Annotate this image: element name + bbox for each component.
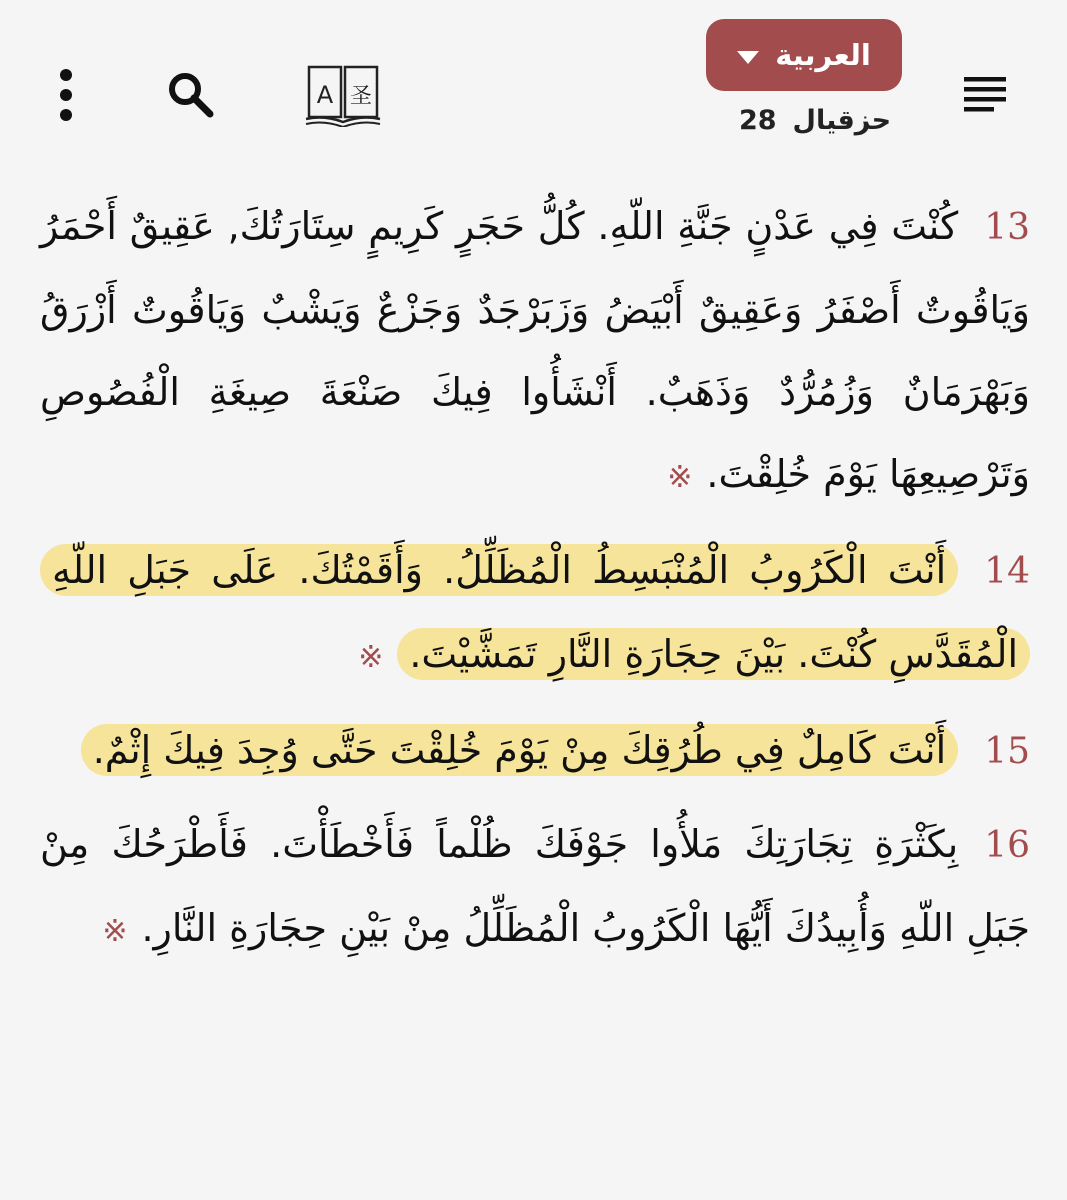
verse-number: 14 (984, 551, 1030, 592)
svg-text:圣: 圣 (349, 84, 373, 109)
cross-reference-icon[interactable]: ※ (667, 460, 693, 495)
app-header (0, 0, 1067, 160)
verse-number: 13 (984, 207, 1030, 248)
chapter-text (40, 185, 1030, 973)
menu-icon (961, 75, 1009, 115)
language-selector[interactable] (706, 19, 902, 91)
parallel-bible-icon (304, 61, 382, 127)
language-label: العربية (775, 38, 871, 72)
menu-button[interactable] (950, 62, 1020, 128)
caret-down-icon (737, 51, 759, 64)
book-name: حزقيال (792, 104, 892, 136)
cross-reference-icon[interactable]: ※ (102, 914, 128, 949)
more-options-button[interactable] (38, 62, 94, 128)
verse-number: 16 (984, 825, 1030, 866)
parallel-translation-button[interactable] (300, 58, 386, 130)
verse[interactable] (40, 803, 1030, 973)
verse-text: بِكَثْرَةِ تِجَارَتِكَ مَلأُوا جَوْفَكَ ظُلْماً فَأَخْطَأْتَ. فَأَطْرَحُكَ مِنْ جَبَلِ اللّهِ وَأُبِيدُكَ أَيُّهَا الْكَرُوبُ الْمُظَلِّلُ مِنْ بَيْنِ حِجَارَةِ النَّارِ. (40, 822, 1030, 950)
search-button[interactable] (156, 62, 226, 128)
verse[interactable] (40, 185, 1030, 519)
svg-text:A: A (316, 81, 334, 109)
verse[interactable] (40, 709, 1030, 793)
book-chapter-selector[interactable] (720, 96, 910, 144)
verse[interactable] (40, 529, 1030, 699)
cross-reference-icon[interactable]: ※ (358, 640, 384, 675)
more-vertical-icon (56, 67, 76, 123)
search-icon (166, 70, 216, 120)
verse-number: 15 (984, 731, 1030, 772)
highlighted-verse-text: أَنْتَ كَامِلٌ فِي طُرُقِكَ مِنْ يَوْمَ خُلِقْتَ حَتَّى وُجِدَ فِيكَ إِثْمٌ. (81, 724, 958, 776)
chapter-number: 28 (738, 104, 777, 136)
verse-text: كُنْتَ فِي عَدْنٍ جَنَّةِ اللّهِ. كُلُّ حَجَرٍ كَرِيمٍ سِتَارَتُكَ, عَقِيقٌ أَحْمَرُ وَيَاقُوتٌ أَصْفَرُ وَعَقِيقٌ أَبْيَضُ وَزَبَرْجَدٌ وَجَزْعٌ وَيَشْبٌ وَيَاقُوتٌ أَزْرَقُ وَبَهْرَمَانٌ وَزُمُرُّدٌ وَذَهَبٌ. أَنْشَأُوا فِيكَ صَنْعَةَ صِيغَةِ الْفُصُوصِ وَتَرْصِيعِهَا يَوْمَ خُلِقْتَ. (40, 204, 1030, 496)
highlighted-verse-text: أَنْتَ الْكَرُوبُ الْمُنْبَسِطُ الْمُظَلِّلُ. وَأَقَمْتُكَ. عَلَى جَبَلِ اللّهِ الْمُقَدَّسِ كُنْتَ. بَيْنَ حِجَارَةِ النَّارِ تَمَشَّيْتَ. (40, 544, 1030, 680)
